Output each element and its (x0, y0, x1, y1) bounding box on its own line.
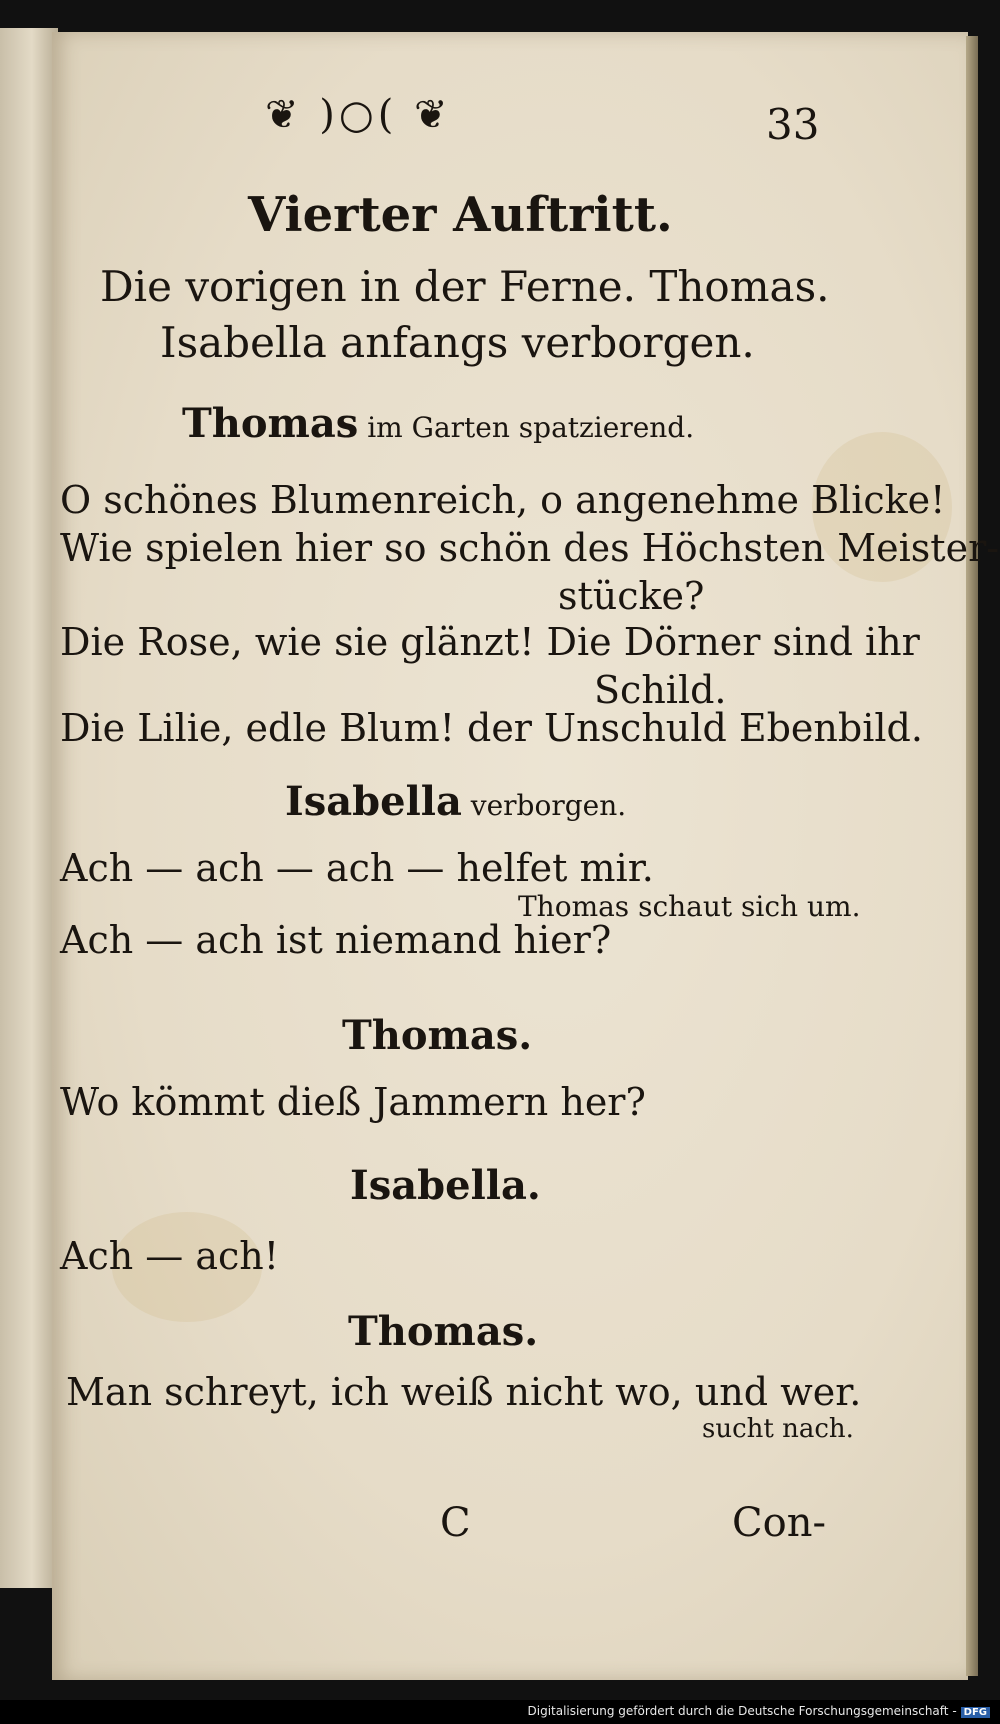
cast-line: Die vorigen in der Ferne. Thomas. (100, 262, 830, 311)
cast-line: Isabella anfangs verborgen. (160, 318, 755, 367)
page-number: 33 (766, 100, 820, 149)
footer-credit (528, 1704, 991, 1718)
catchword: Con- (732, 1500, 826, 1546)
verse-line: Wo kömmt dieß Jammern her? (60, 1080, 646, 1124)
verse-line: Wie spielen hier so schön des Höchsten Meister- (60, 526, 1000, 570)
verse-line: Man schreyt, ich weiß nicht wo, und wer. (66, 1370, 862, 1414)
verse-line: Ach — ach ist niemand hier? (60, 918, 612, 962)
speaker-heading (182, 400, 694, 447)
page-edge (966, 36, 978, 1676)
verse-line: Ach — ach — ach — helfet mir. (60, 846, 654, 890)
speaker-name: Thomas. (348, 1308, 539, 1355)
speaker-name: Isabella (285, 778, 462, 825)
verse-line: Die Rose, wie sie glänzt! Die Dörner sind ihr (60, 620, 920, 664)
speaker-name: Isabella. (350, 1162, 541, 1209)
speaker-name: Thomas (182, 400, 359, 447)
dfg-logo: DFG (961, 1707, 990, 1718)
stage-direction: verborgen. (461, 789, 627, 822)
stage-direction: Thomas schaut sich um. (518, 890, 861, 923)
verse-line: Ach — ach! (60, 1234, 280, 1278)
signature-mark: C (440, 1500, 471, 1546)
verse-line: O schönes Blumenreich, o angenehme Blicke! (60, 478, 946, 522)
speaker-name: Thomas. (342, 1012, 533, 1059)
binding-edge (0, 28, 58, 1588)
header-ornament: ❦ )○( ❦ (265, 92, 452, 138)
verse-line: stücke? (558, 574, 705, 618)
verse-line: Schild. (594, 668, 727, 712)
speaker-heading (285, 778, 626, 825)
verse-line: Die Lilie, edle Blum! der Unschuld Ebenbild. (60, 706, 923, 750)
stage-direction: im Garten spatzierend. (358, 411, 695, 444)
stage-direction: sucht nach. (702, 1414, 854, 1444)
footer-credit-text: Digitalisierung gefördert durch die Deutsche Forschungsgemeinschaft - (527, 1704, 957, 1718)
scene-title: Vierter Auftritt. (248, 187, 673, 243)
